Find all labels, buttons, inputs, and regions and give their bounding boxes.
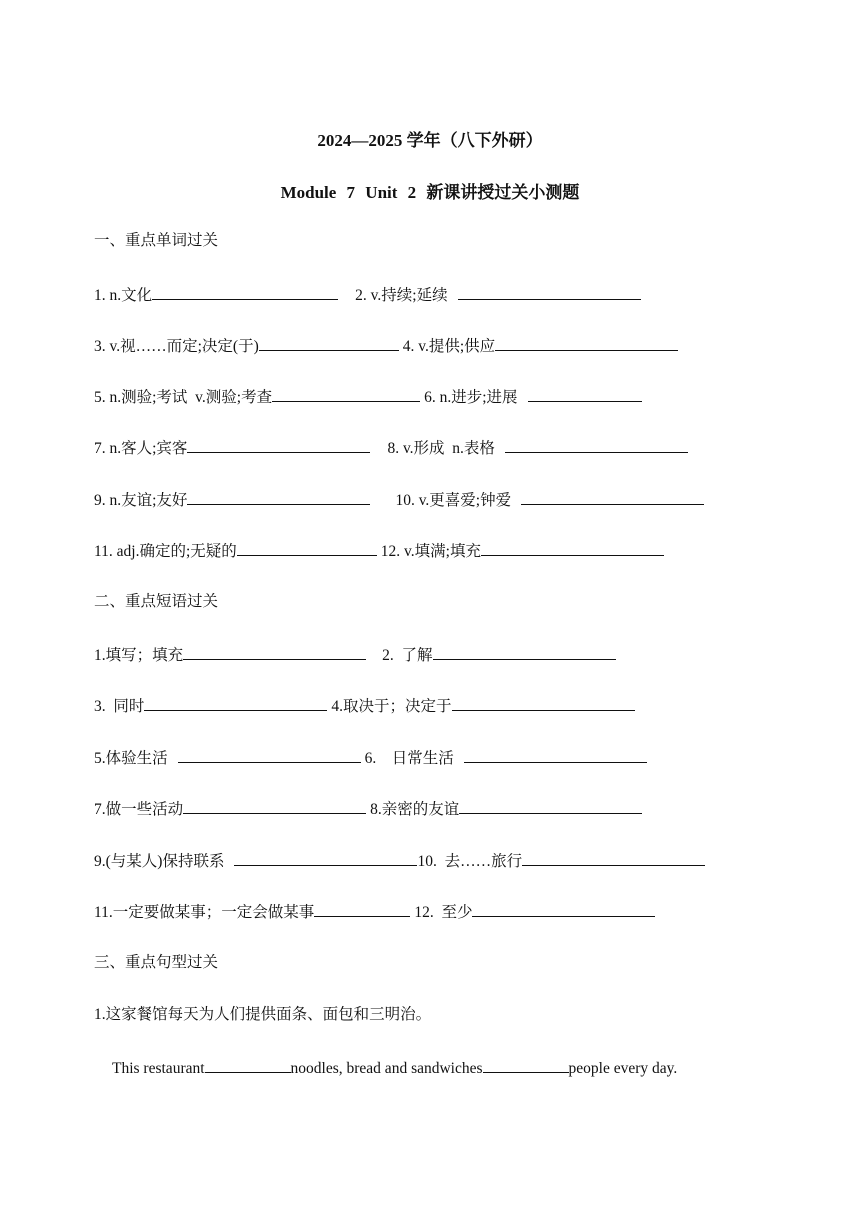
word-row-4 <box>94 437 688 459</box>
answer-blank[interactable] <box>481 540 664 556</box>
item-label: 5.体验生活 <box>94 750 168 767</box>
answer-blank[interactable] <box>183 798 366 814</box>
answer-blank[interactable] <box>234 850 417 866</box>
item-label: 1. n.文化 <box>94 287 153 304</box>
section-heading-sentences: 三、重点句型过关 <box>94 954 219 971</box>
answer-blank[interactable] <box>433 644 616 660</box>
phrase-row-3 <box>94 747 647 769</box>
answer-blank[interactable] <box>505 437 688 453</box>
word-row-3 <box>94 386 642 408</box>
word-row-5 <box>94 489 704 511</box>
answer-blank[interactable] <box>459 798 642 814</box>
item-label: 2. 了解 <box>382 647 433 664</box>
section-heading-words: 一、重点单词过关 <box>94 232 219 249</box>
item-label: 1.填写；填充 <box>94 647 184 664</box>
answer-blank[interactable] <box>259 335 399 351</box>
answer-blank[interactable] <box>472 901 655 917</box>
answer-blank[interactable] <box>528 386 642 402</box>
phrase-row-2 <box>94 695 635 717</box>
page-subtitle: Module 7 Unit 2 新课讲授过关小测题 <box>280 183 580 202</box>
phrase-row-5 <box>94 850 705 872</box>
item-label: 4.取决于；决定于 <box>331 698 452 715</box>
word-row-6 <box>94 540 664 562</box>
item-label: 4. v.提供;供应 <box>402 338 496 355</box>
item-label: 9. n.友谊;友好 <box>94 492 188 509</box>
answer-blank[interactable] <box>205 1057 291 1073</box>
item-label: 7. n.客人;宾客 <box>94 440 188 457</box>
phrase-row-4 <box>94 798 642 820</box>
item-label: 10. v.更喜爱;钟爱 <box>395 492 512 509</box>
item-label: 6. 日常生活 <box>364 750 454 767</box>
phrase-row-6 <box>94 901 655 923</box>
item-label: 11. adj.确定的;无疑的 <box>94 543 237 560</box>
sentence-part: This restaurant <box>112 1060 205 1077</box>
answer-blank[interactable] <box>187 489 370 505</box>
phrase-row-1 <box>94 644 616 666</box>
answer-blank[interactable] <box>152 284 338 300</box>
item-label: 12. v.填满;填充 <box>380 543 481 560</box>
answer-blank[interactable] <box>237 540 377 556</box>
item-label: 8. v.形成 n.表格 <box>387 440 495 457</box>
item-label: 12. 至少 <box>414 904 473 921</box>
item-label: 10. 去……旅行 <box>417 853 523 870</box>
answer-blank[interactable] <box>452 695 635 711</box>
answer-blank[interactable] <box>272 386 420 402</box>
sentence-answer-1 <box>112 1057 677 1079</box>
sentence-part: people every day. <box>568 1060 678 1077</box>
answer-blank[interactable] <box>314 901 410 917</box>
item-label: 11.一定要做某事；一定会做某事 <box>94 904 315 921</box>
item-label: 7.做一些活动 <box>94 801 184 818</box>
answer-blank[interactable] <box>522 850 705 866</box>
item-label: 5. n.测验;考试 v.测验;考查 <box>94 389 273 406</box>
item-label: 9.(与某人)保持联系 <box>94 853 225 870</box>
sentence-question-1: 1.这家餐馆每天为人们提供面条、面包和三明治。 <box>94 1006 432 1023</box>
item-label: 6. n.进步;进展 <box>424 389 518 406</box>
page-title: 2024—2025 学年（八下外研） <box>317 131 543 150</box>
answer-blank[interactable] <box>464 747 647 763</box>
answer-blank[interactable] <box>183 644 366 660</box>
item-label: 8.亲密的友谊 <box>370 801 460 818</box>
answer-blank[interactable] <box>187 437 370 453</box>
item-label: 2. v.持续;延续 <box>355 287 448 304</box>
answer-blank[interactable] <box>483 1057 569 1073</box>
answer-blank[interactable] <box>458 284 641 300</box>
item-label: 3. v.视……而定;决定(于) <box>94 338 259 355</box>
word-row-2 <box>94 335 678 357</box>
answer-blank[interactable] <box>521 489 704 505</box>
answer-blank[interactable] <box>178 747 361 763</box>
answer-blank[interactable] <box>495 335 678 351</box>
section-heading-phrases: 二、重点短语过关 <box>94 593 219 610</box>
word-row-1 <box>94 284 641 306</box>
sentence-part: noodles, bread and sandwiches <box>290 1060 483 1077</box>
answer-blank[interactable] <box>144 695 327 711</box>
item-label: 3. 同时 <box>94 698 145 715</box>
